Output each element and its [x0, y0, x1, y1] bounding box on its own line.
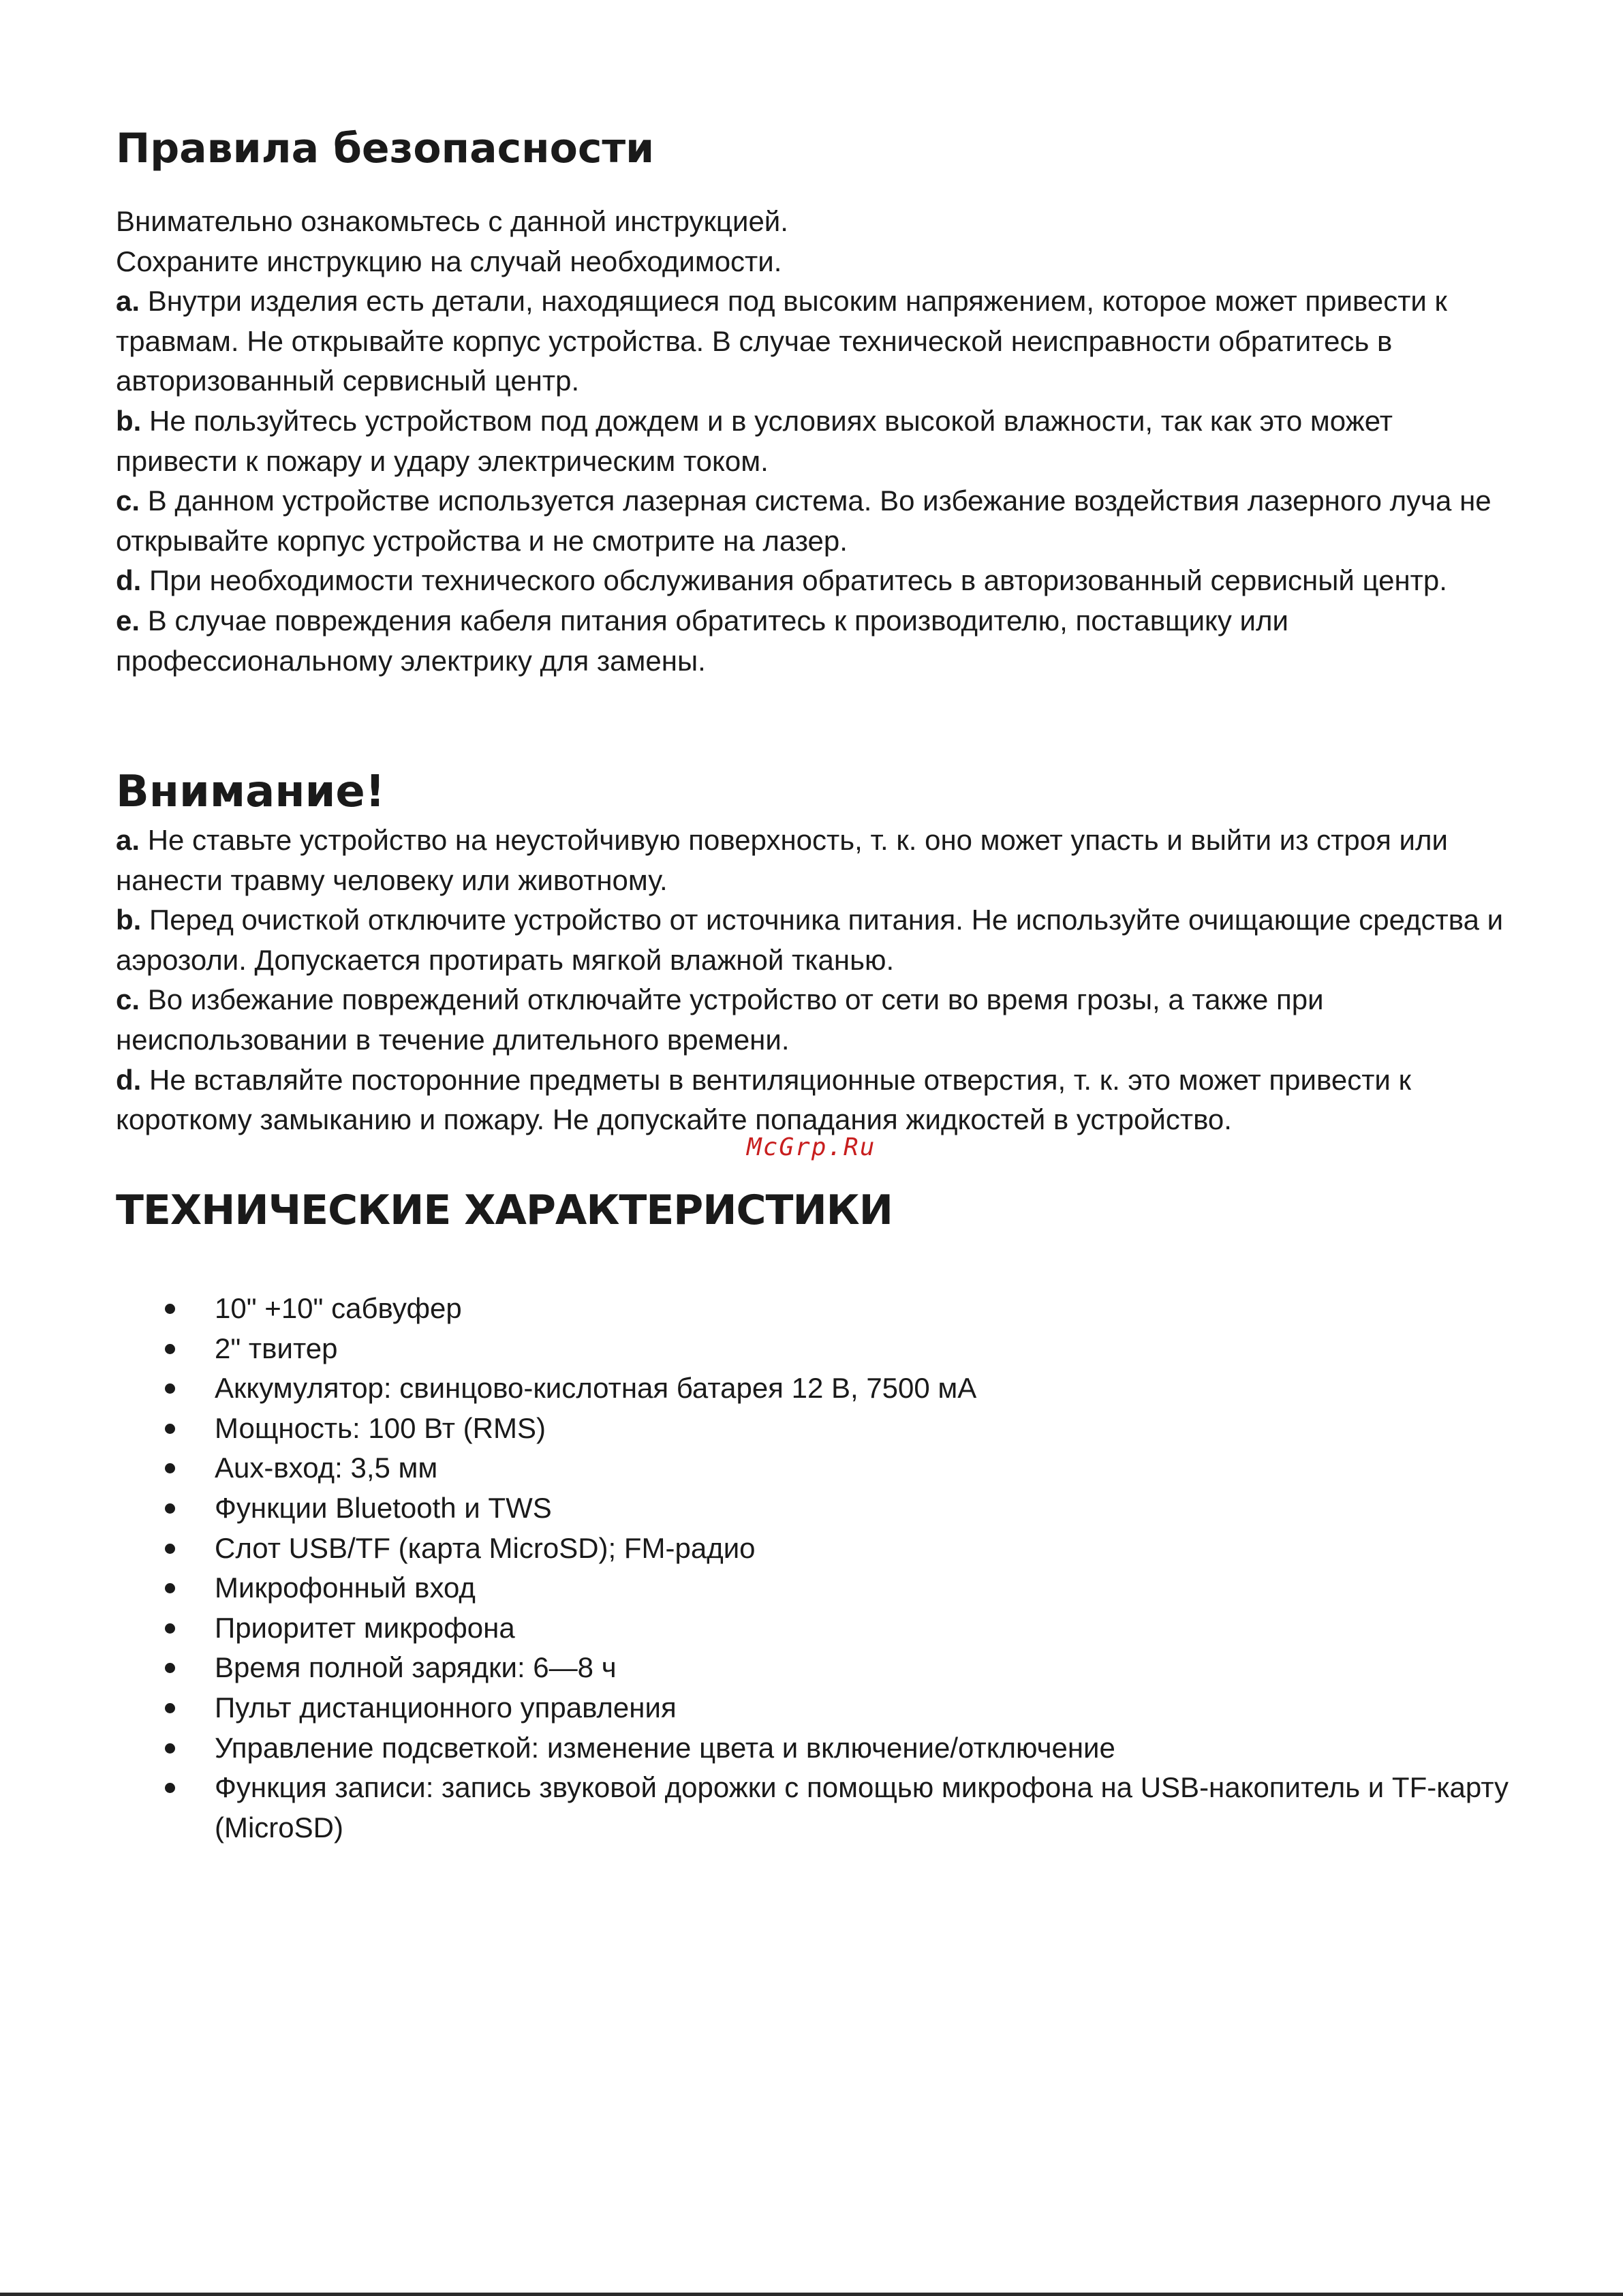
safety-rule-d [116, 561, 1513, 601]
bullet-icon [165, 1344, 175, 1354]
spec-text: Функция записи: запись звуковой дорожки с помощью микрофона на USB-накопитель и TF-карту (MicroSD) [215, 1771, 1509, 1843]
spec-text: Время полной зарядки: 6—8 ч [215, 1651, 617, 1684]
attention-rule-a [116, 821, 1513, 900]
spec-text: 2" твитер [215, 1332, 338, 1364]
rule-text: Перед очисткой отключите устройство от источника питания. Не используйте очищающие средства и аэрозоли. Допускается протирать мягкой влажной тканью. [116, 904, 1504, 976]
rule-label: c. [116, 983, 140, 1016]
safety-rule-a [116, 281, 1513, 401]
bullet-icon [165, 1623, 175, 1634]
list-item [116, 1329, 1513, 1369]
list-item [116, 1409, 1513, 1449]
safety-line-text: Внимательно ознакомьтесь с данной инструкцией. [116, 205, 788, 237]
spec-text: Приоритет микрофона [215, 1611, 515, 1644]
bullet-icon [165, 1743, 175, 1754]
attention-rule-d [116, 1060, 1513, 1140]
bullet-icon [165, 1663, 175, 1673]
spec-text: 10" +10" сабвуфер [215, 1292, 462, 1324]
safety-rules [116, 202, 1513, 681]
list-item [116, 1768, 1513, 1848]
bullet-icon [165, 1463, 175, 1473]
safety-line-text: Сохраните инструкцию на случай необходимости. [116, 245, 782, 277]
safety-rule-b [116, 401, 1513, 481]
list-item [116, 1608, 1513, 1649]
rule-label: a. [116, 285, 140, 318]
list-item [116, 1289, 1513, 1329]
attention-rules [116, 821, 1513, 1140]
safety-rule-e [116, 601, 1513, 681]
rule-text: При необходимости технического обслуживания обратитесь в авторизованный сервисный центр. [149, 564, 1447, 597]
spec-text: Пульт дистанционного управления [215, 1691, 677, 1724]
page-bottom-divider [0, 2293, 1623, 2296]
safety-heading: Правила безопасности [116, 125, 655, 172]
bullet-icon [165, 1383, 175, 1394]
spec-text: Аккумулятор: свинцово-кислотная батарея 12 В, 7500 мА [215, 1372, 977, 1405]
list-item [116, 1529, 1513, 1569]
spec-text: Мощность: 100 Вт (RMS) [215, 1411, 546, 1444]
bullet-icon [165, 1304, 175, 1314]
safety-rule-c [116, 481, 1513, 561]
rule-label: a. [116, 824, 140, 856]
list-item [116, 1448, 1513, 1488]
list-item [116, 1688, 1513, 1728]
spec-text: Управление подсветкой: изменение цвета и включение/отключение [215, 1731, 1115, 1764]
rule-text: Не вставляйте посторонние предметы в вентиляционные отверстия, т. к. это может привести к короткому замыканию и пожару. Не допускайте попадания жидкостей в устройство. [116, 1063, 1411, 1136]
list-item [116, 1488, 1513, 1529]
rule-text: Не пользуйтесь устройством под дождем и в условиях высокой влажности, так как это может привести к пожару и удару электрическим током. [116, 404, 1393, 477]
specs-heading: ТЕХНИЧЕСКИЕ ХАРАКТЕРИСТИКИ [116, 1187, 893, 1234]
bullet-icon [165, 1544, 175, 1554]
watermark-text: McGrp.Ru [747, 1133, 876, 1161]
rule-label: b. [116, 904, 142, 936]
bullet-icon [165, 1583, 175, 1593]
list-item [116, 1728, 1513, 1769]
rule-text: В случае повреждения кабеля питания обратитесь к производителю, поставщику или профессиональному электрику для замены. [116, 604, 1288, 677]
rule-label: c. [116, 485, 140, 517]
bullet-icon [165, 1783, 175, 1793]
spec-text: Aux-вход: 3,5 мм [215, 1452, 438, 1484]
attention-rule-c [116, 980, 1513, 1060]
safety-line [116, 202, 1513, 242]
attention-rule-b [116, 900, 1513, 980]
bullet-icon [165, 1503, 175, 1514]
rule-label: b. [116, 404, 142, 437]
list-item [116, 1648, 1513, 1688]
bullet-icon [165, 1424, 175, 1434]
rule-text: Не ставьте устройство на неустойчивую поверхность, т. к. оно может упасть и выйти из строя или нанести травму человеку или животному. [116, 824, 1448, 896]
spec-text: Слот USB/TF (карта MicroSD); FM-радио [215, 1531, 756, 1564]
spec-text: Микрофонный вход [215, 1572, 476, 1604]
spec-text: Функции Bluetooth и TWS [215, 1491, 552, 1524]
specs-list [116, 1289, 1513, 1848]
bullet-icon [165, 1703, 175, 1713]
list-item [116, 1568, 1513, 1608]
rule-text: Во избежание повреждений отключайте устройство от сети во время грозы, а также при неиспользовании в течение длительного времени. [116, 983, 1324, 1056]
rule-label: d. [116, 1063, 142, 1096]
list-item [116, 1368, 1513, 1409]
rule-label: e. [116, 604, 140, 637]
attention-heading: Внимание! [116, 767, 385, 817]
rule-text: В данном устройстве используется лазерная система. Во избежание воздействия лазерного луча не открывайте корпус устройства и не смотрите на лазер. [116, 485, 1491, 557]
safety-line [116, 242, 1513, 282]
rule-label: d. [116, 564, 142, 597]
rule-text: Внутри изделия есть детали, находящиеся под высоким напряжением, которое может привести к травмам. Не открывайте корпус устройства. В случае технической неисправности обратитесь в авторизованный сервисный центр. [116, 285, 1447, 397]
